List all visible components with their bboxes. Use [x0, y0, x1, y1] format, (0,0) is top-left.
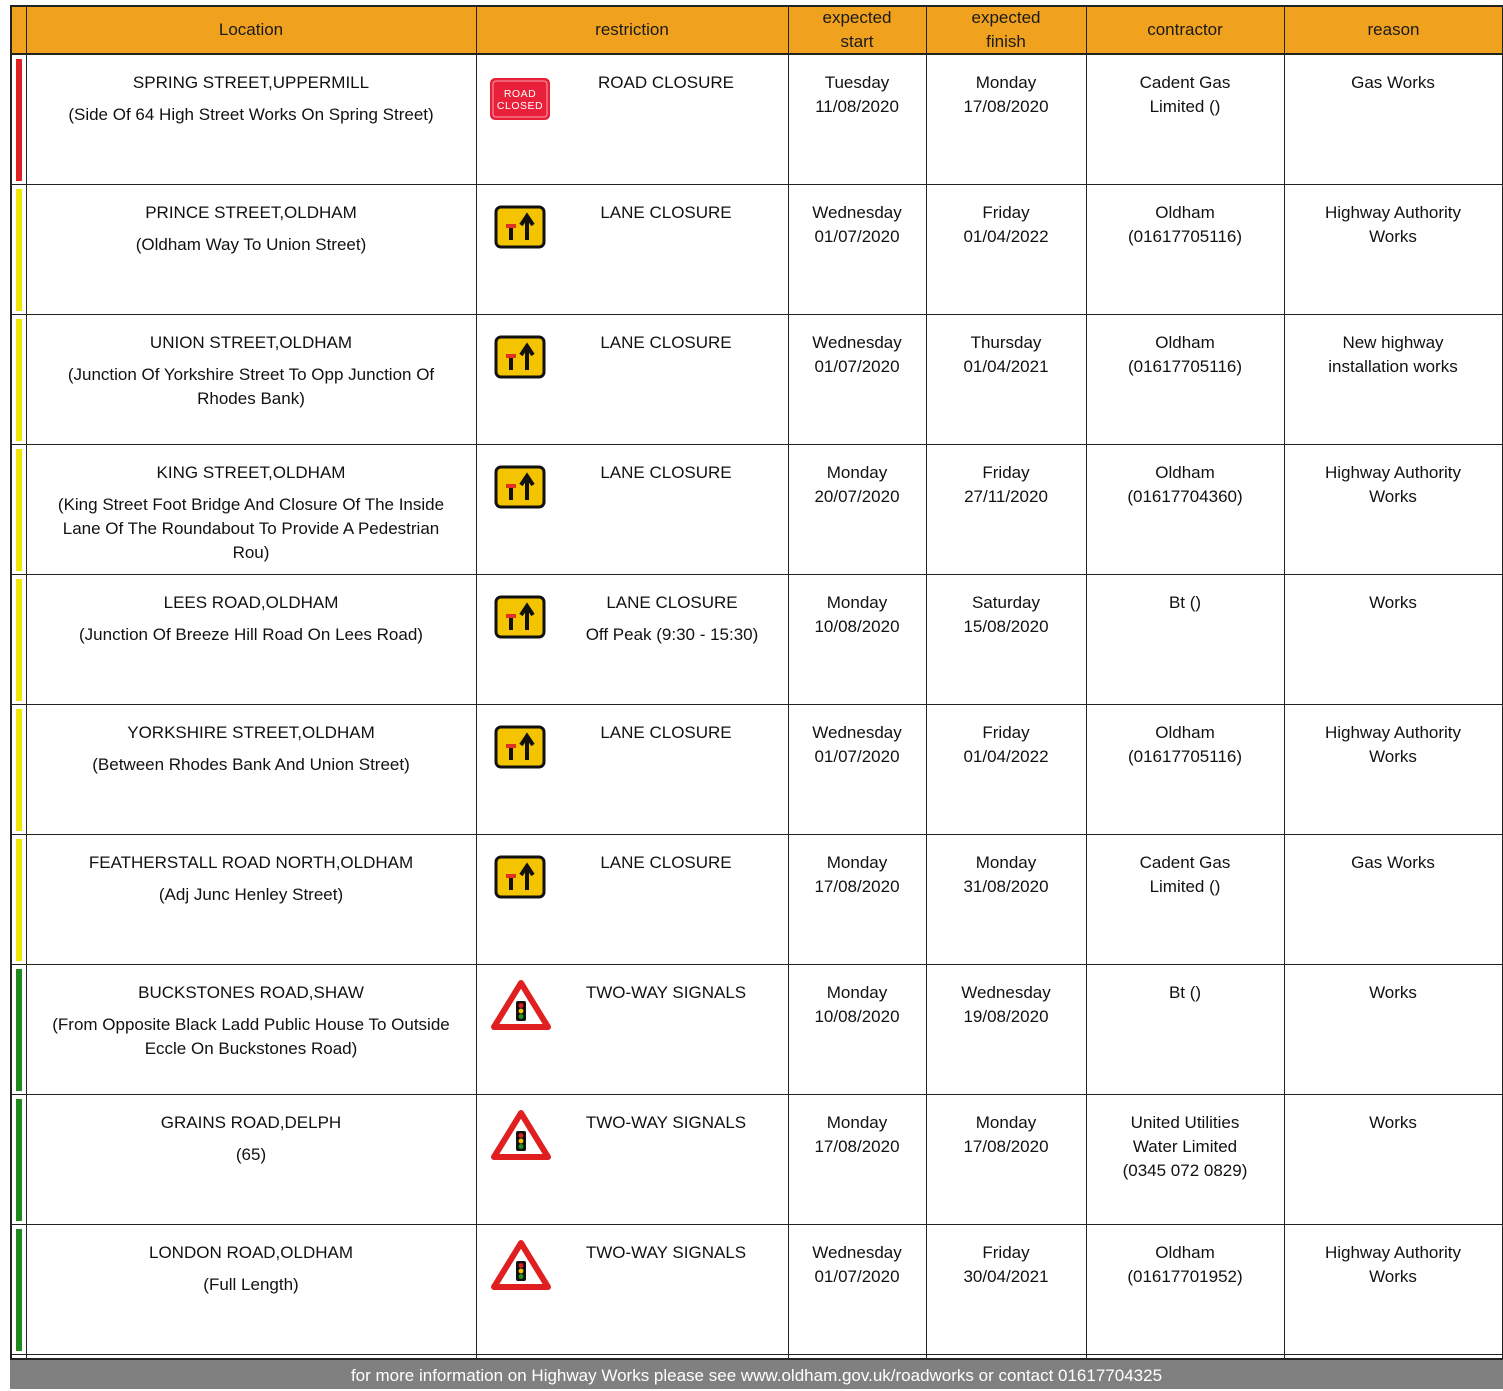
restriction-cell	[554, 981, 778, 1005]
table-row	[0, 965, 1503, 1095]
finish-date: 15/08/2020	[963, 617, 1049, 636]
finish-cell	[930, 71, 1082, 119]
start-day: Monday	[826, 593, 888, 612]
header-expected-start: expected start	[822, 8, 892, 51]
finish-date: 01/04/2022	[963, 227, 1049, 246]
finish-date: 19/08/2020	[963, 1007, 1049, 1026]
table-row	[0, 315, 1503, 445]
contractor-cell: Cadent Gas Limited ()	[1139, 853, 1231, 896]
restriction-type: TWO-WAY SIGNALS	[585, 1113, 747, 1132]
start-date: 01/07/2020	[814, 227, 900, 246]
severity-stripe	[16, 1099, 22, 1221]
column-divider	[26, 5, 27, 1358]
location-detail: (Full Length)	[203, 1275, 299, 1294]
finish-day: Friday	[982, 203, 1030, 222]
header-reason: reason	[1367, 20, 1420, 39]
lane-closure-icon	[494, 205, 546, 254]
start-date: 17/08/2020	[814, 877, 900, 896]
location-detail: (From Opposite Black Ladd Public House To Outside Eccle On Buckstones Road)	[52, 1015, 450, 1058]
severity-stripe	[16, 579, 22, 701]
location-name: BUCKSTONES ROAD,SHAW	[138, 983, 364, 1002]
start-date: 10/08/2020	[814, 1007, 900, 1026]
reason-cell: Highway Authority Works	[1324, 723, 1462, 766]
traffic-signals-icon	[490, 979, 552, 1036]
finish-date: 01/04/2021	[963, 357, 1049, 376]
finish-date: 27/11/2020	[964, 487, 1048, 506]
start-cell	[792, 201, 922, 249]
contractor-cell: Oldham (01617705116)	[1127, 333, 1243, 376]
restriction-type: LANE CLOSURE	[600, 463, 732, 482]
location-cell	[50, 1111, 452, 1167]
severity-stripe	[16, 449, 22, 571]
finish-cell	[930, 461, 1082, 509]
location-detail: (Junction Of Breeze Hill Road On Lees Road)	[79, 625, 423, 644]
severity-stripe	[16, 189, 22, 311]
start-day: Monday	[826, 463, 888, 482]
start-cell	[792, 71, 922, 119]
restriction-cell	[554, 1111, 778, 1135]
finish-date: 31/08/2020	[963, 877, 1049, 896]
reason-cell: Works	[1369, 1113, 1417, 1132]
location-detail: (Oldham Way To Union Street)	[135, 235, 367, 254]
reason-cell: Highway Authority Works	[1324, 203, 1462, 246]
finish-cell	[930, 851, 1082, 899]
reason-cell: Highway Authority Works	[1324, 463, 1462, 506]
contractor-cell: United Utilities Water Limited (0345 072 0829)	[1122, 1113, 1248, 1180]
location-name: PRINCE STREET,OLDHAM	[145, 203, 357, 222]
table-row	[0, 1095, 1503, 1225]
restriction-type: TWO-WAY SIGNALS	[585, 983, 747, 1002]
restriction-cell	[554, 851, 778, 875]
finish-cell	[930, 591, 1082, 639]
start-cell	[792, 721, 922, 769]
reason-cell: Works	[1369, 983, 1417, 1002]
contractor-cell: Oldham (01617705116)	[1127, 203, 1243, 246]
start-cell	[792, 1241, 922, 1289]
finish-day: Monday	[975, 1113, 1037, 1132]
restriction-note: Off Peak (9:30 - 15:30)	[585, 625, 759, 644]
start-day: Wednesday	[812, 333, 902, 352]
location-cell	[50, 201, 452, 257]
start-day: Monday	[826, 983, 888, 1002]
location-cell	[50, 721, 452, 777]
start-date: 11/08/2020	[815, 97, 899, 116]
start-day: Wednesday	[812, 203, 902, 222]
contractor-cell: Oldham (01617705116)	[1127, 723, 1243, 766]
location-name: GRAINS ROAD,DELPH	[160, 1113, 342, 1132]
reason-cell: Gas Works	[1351, 853, 1435, 872]
location-cell	[50, 591, 452, 647]
road-sign-text: ROAD	[503, 88, 537, 100]
location-cell	[50, 461, 452, 565]
start-cell	[792, 331, 922, 379]
restriction-type: LANE CLOSURE	[600, 333, 732, 352]
finish-cell	[930, 981, 1082, 1029]
traffic-signals-icon	[490, 1239, 552, 1296]
location-detail: (65)	[235, 1145, 267, 1164]
table-row	[0, 185, 1503, 315]
location-name: SPRING STREET,UPPERMILL	[132, 73, 370, 92]
contractor-cell: Bt ()	[1168, 593, 1202, 612]
finish-day: Friday	[982, 1243, 1030, 1262]
column-divider	[1284, 5, 1285, 1358]
reason-cell: Highway Authority Works	[1324, 1243, 1462, 1286]
contractor-cell: Bt ()	[1168, 983, 1202, 1002]
lane-closure-icon	[494, 465, 546, 514]
severity-stripe	[16, 709, 22, 831]
finish-day: Wednesday	[961, 983, 1051, 1002]
finish-cell	[930, 721, 1082, 769]
start-day: Wednesday	[812, 723, 902, 742]
contractor-cell: Oldham (01617704360)	[1127, 463, 1243, 506]
footer-info: for more information on Highway Works please see www.oldham.gov.uk/roadworks or contact 01617704325	[10, 1358, 1503, 1389]
column-divider	[1086, 5, 1087, 1358]
location-detail: (Junction Of Yorkshire Street To Opp Junction Of Rhodes Bank)	[67, 365, 435, 408]
finish-day: Monday	[975, 73, 1037, 92]
location-name: KING STREET,OLDHAM	[156, 463, 346, 482]
table-row	[0, 1225, 1503, 1355]
table-row	[0, 445, 1503, 575]
finish-day: Thursday	[970, 333, 1042, 352]
restriction-type: LANE CLOSURE	[606, 593, 738, 612]
finish-date: 17/08/2020	[963, 97, 1049, 116]
contractor-cell: Oldham (01617701952)	[1127, 1243, 1243, 1286]
column-divider	[926, 5, 927, 1358]
finish-day: Monday	[975, 853, 1037, 872]
reason-cell: Works	[1369, 593, 1417, 612]
start-cell	[792, 981, 922, 1029]
restriction-cell	[554, 1241, 778, 1265]
table-row	[0, 55, 1503, 185]
location-cell	[50, 981, 452, 1061]
finish-date: 17/08/2020	[963, 1137, 1049, 1156]
traffic-signals-icon	[490, 1109, 552, 1166]
start-cell	[792, 461, 922, 509]
finish-date: 30/04/2021	[963, 1267, 1049, 1286]
finish-cell	[930, 1111, 1082, 1159]
contractor-cell: Cadent Gas Limited ()	[1139, 73, 1231, 116]
location-cell	[50, 331, 452, 411]
table-header	[10, 5, 1503, 55]
road-sign-text: CLOSED	[496, 100, 544, 112]
restriction-cell	[554, 71, 778, 95]
header-location: Location	[218, 20, 284, 39]
start-day: Tuesday	[824, 73, 890, 92]
start-date: 20/07/2020	[814, 487, 900, 506]
reason-cell: Gas Works	[1351, 73, 1435, 92]
restriction-cell	[554, 331, 778, 355]
table-row	[0, 705, 1503, 835]
severity-stripe	[16, 319, 22, 441]
location-detail: (Side Of 64 High Street Works On Spring Street)	[68, 105, 434, 124]
restriction-type: TWO-WAY SIGNALS	[585, 1243, 747, 1262]
column-divider	[788, 5, 789, 1358]
finish-day: Saturday	[971, 593, 1041, 612]
restriction-type: LANE CLOSURE	[600, 203, 732, 222]
start-date: 01/07/2020	[814, 357, 900, 376]
location-name: FEATHERSTALL ROAD NORTH,OLDHAM	[88, 853, 414, 872]
location-detail: (Between Rhodes Bank And Union Street)	[92, 755, 410, 774]
start-day: Monday	[826, 853, 888, 872]
restriction-cell	[554, 201, 778, 225]
severity-stripe	[16, 59, 22, 181]
restriction-cell	[554, 721, 778, 745]
start-date: 01/07/2020	[814, 747, 900, 766]
start-day: Wednesday	[812, 1243, 902, 1262]
location-name: UNION STREET,OLDHAM	[149, 333, 353, 352]
start-date: 01/07/2020	[814, 1267, 900, 1286]
restriction-type: ROAD CLOSURE	[597, 73, 735, 92]
reason-cell: New highway installation works	[1328, 333, 1458, 376]
finish-day: Friday	[982, 463, 1030, 482]
finish-day: Friday	[982, 723, 1030, 742]
finish-cell	[930, 331, 1082, 379]
header-restriction: restriction	[595, 20, 669, 39]
lane-closure-icon	[494, 855, 546, 904]
location-detail: (King Street Foot Bridge And Closure Of The Inside Lane Of The Roundabout To Provide A Pedestrian Rou)	[57, 495, 445, 562]
lane-closure-icon	[494, 595, 546, 644]
severity-stripe	[16, 1229, 22, 1351]
start-date: 10/08/2020	[814, 617, 900, 636]
row-divider	[10, 1354, 1503, 1355]
finish-cell	[930, 201, 1082, 249]
road-closed-icon	[489, 77, 551, 126]
lane-closure-icon	[494, 335, 546, 384]
location-name: YORKSHIRE STREET,OLDHAM	[127, 723, 375, 742]
location-detail: (Adj Junc Henley Street)	[158, 885, 344, 904]
column-divider	[476, 5, 477, 1358]
location-cell	[50, 851, 452, 907]
restriction-cell	[556, 591, 788, 647]
location-cell	[50, 1241, 452, 1297]
lane-closure-icon	[494, 725, 546, 774]
header-contractor: contractor	[1147, 20, 1223, 39]
restriction-type: LANE CLOSURE	[600, 723, 732, 742]
location-name: LEES ROAD,OLDHAM	[163, 593, 339, 612]
location-cell	[50, 71, 452, 127]
start-date: 17/08/2020	[814, 1137, 900, 1156]
severity-stripe	[16, 839, 22, 961]
table-row	[0, 575, 1503, 705]
finish-date: 01/04/2022	[963, 747, 1049, 766]
table-row	[0, 835, 1503, 965]
restriction-cell	[554, 461, 778, 485]
start-cell	[792, 1111, 922, 1159]
location-name: LONDON ROAD,OLDHAM	[148, 1243, 354, 1262]
finish-cell	[930, 1241, 1082, 1289]
column-divider	[10, 5, 12, 1358]
header-expected-finish: expected finish	[971, 8, 1041, 51]
start-cell	[792, 591, 922, 639]
restriction-type: LANE CLOSURE	[600, 853, 732, 872]
start-day: Monday	[826, 1113, 888, 1132]
start-cell	[792, 851, 922, 899]
severity-stripe	[16, 969, 22, 1091]
